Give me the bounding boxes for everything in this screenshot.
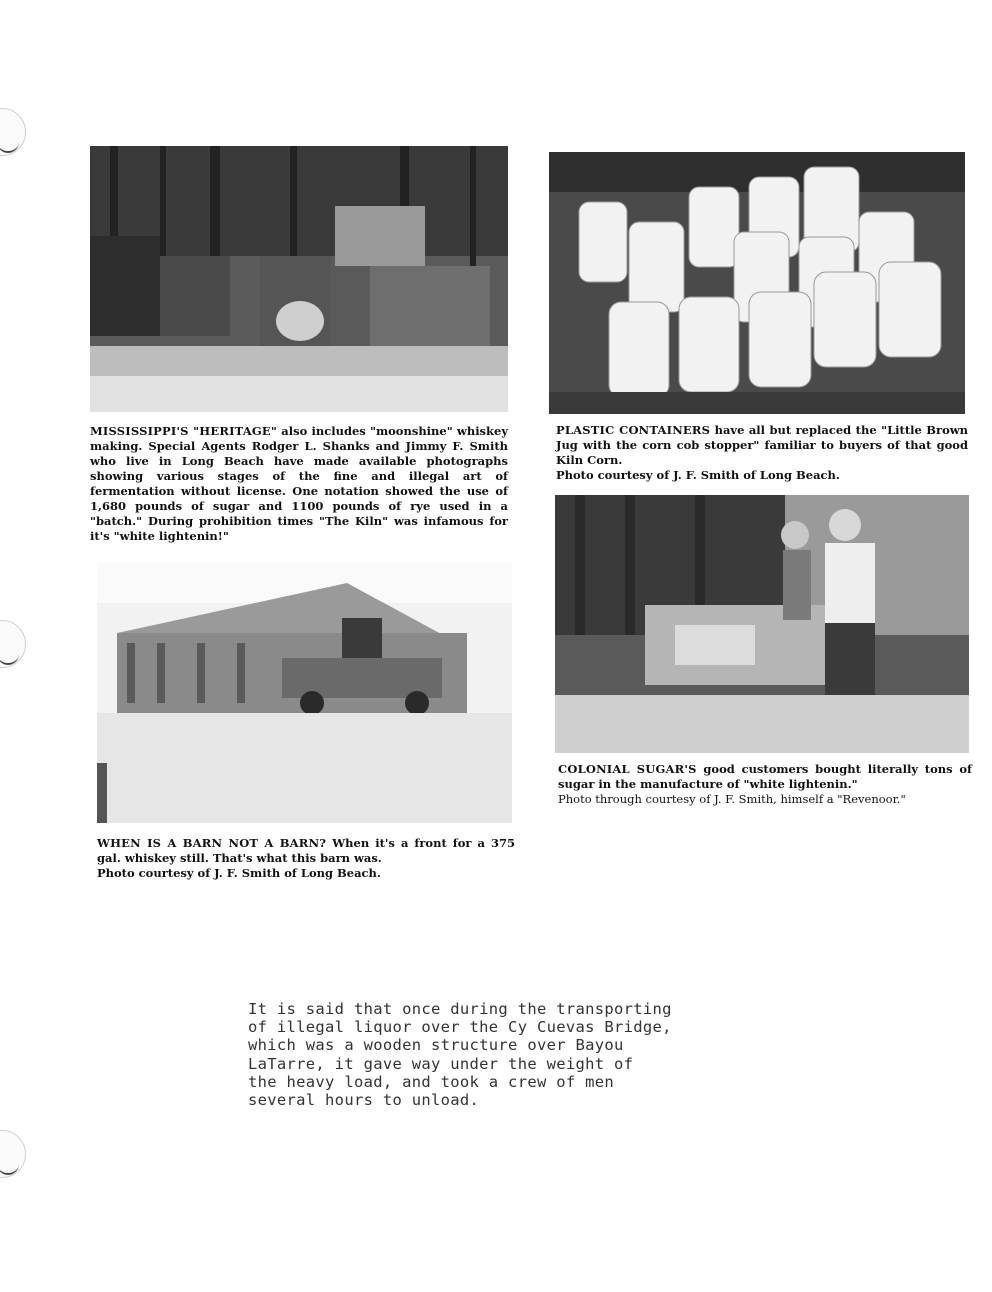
typed-paragraph: It is said that once during the transporting of illegal liquor over the Cy Cuevas Bridge, which was a wooden structure over Bayou LaTarre, it gave way under the weight of the heavy load, and took a crew of men several hours to unload. <box>248 1000 672 1110</box>
barn-caption-credit: Photo courtesy of J. F. Smith of Long Beach. <box>97 866 381 880</box>
plastic-caption-body: have all but replaced the "Little Brown Jug with the corn cob stopper" familiar to buyers of that good Kiln Corn. <box>556 423 968 467</box>
colonial-sugar-caption <box>558 762 972 807</box>
plastic-containers-photo <box>549 152 965 414</box>
punch-hole-middle <box>0 620 26 668</box>
colonial-sugar-photo <box>555 495 969 753</box>
punch-hole-bottom <box>0 1130 26 1178</box>
plastic-caption-lead: PLASTIC CONTAINERS <box>556 423 711 437</box>
moonshine-caption <box>90 424 508 544</box>
moonshine-caption-lead: MISSISSIPPI'S "HERITAGE" <box>90 424 278 438</box>
sugar-caption-credit: Photo through courtesy of J. F. Smith, himself a "Revenoor." <box>558 792 906 806</box>
sugar-caption-lead: COLONIAL SUGAR'S <box>558 762 697 776</box>
moonshine-still-photo <box>90 146 508 412</box>
barn-caption <box>97 836 515 881</box>
plastic-containers-caption <box>556 423 968 483</box>
punch-hole-top <box>0 108 26 156</box>
plastic-caption-credit: Photo courtesy of J. F. Smith of Long Beach. <box>556 468 840 482</box>
moonshine-caption-body: also includes "moonshine" whiskey making. Special Agents Rodger L. Shanks and Jimmy F. Smith who live in Long Beach have made available photographs showing various stages of the fine and illegal art of fermentation without license. One notation showed the use of 1,680 pounds of sugar and 1100 pounds of rye used in a "batch." During prohibition times "The Kiln" was infamous for it's "white lightenin!" <box>90 424 508 543</box>
barn-caption-body: When it's a front for a 375 gal. whiskey still. That's what this barn was. <box>97 836 515 865</box>
barn-caption-lead: WHEN IS A BARN NOT A BARN? <box>97 836 327 850</box>
sugar-caption-body: good customers bought literally tons of sugar in the manufacture of "white lightenin." <box>558 762 972 791</box>
barn-photo <box>97 563 512 823</box>
